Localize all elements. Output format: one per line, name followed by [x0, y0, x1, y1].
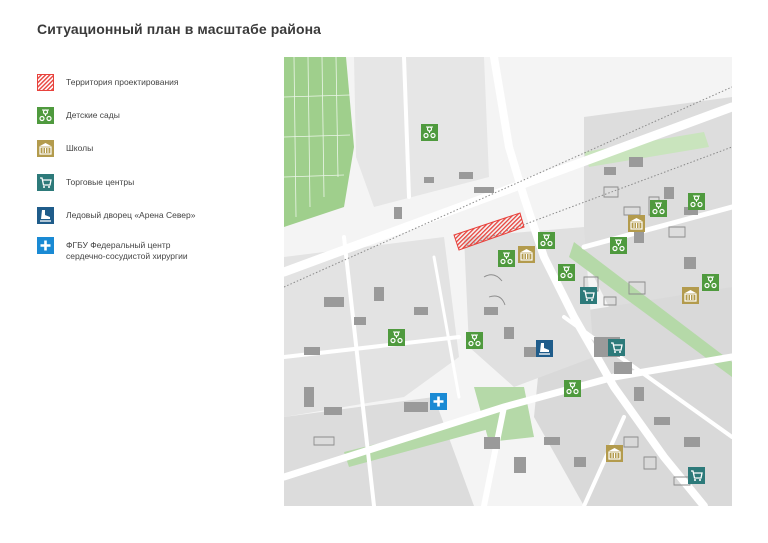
legend-label: ФГБУ Федеральный центр сердечно-сосудистой хирургии [66, 240, 188, 261]
legend-label: Школы [66, 143, 94, 153]
kindergarten-marker[interactable] [702, 274, 719, 291]
mall-marker[interactable] [608, 339, 625, 356]
hatched-area-icon [37, 74, 54, 91]
kindergarten-marker[interactable] [388, 329, 405, 346]
legend-item-schools [37, 140, 93, 157]
site-map[interactable] [284, 57, 732, 506]
kindergarten-marker[interactable] [564, 380, 581, 397]
kindergarten-marker[interactable] [650, 200, 667, 217]
kindergarten-marker[interactable] [498, 250, 515, 267]
kindergarten-marker[interactable] [466, 332, 483, 349]
kindergarten-marker[interactable] [538, 232, 555, 249]
school-marker[interactable] [682, 287, 699, 304]
cart-icon [37, 174, 54, 191]
map-canvas [284, 57, 732, 506]
mall-marker[interactable] [580, 287, 597, 304]
kindergarten-marker[interactable] [558, 264, 575, 281]
school-marker[interactable] [518, 246, 535, 263]
school-icon [37, 140, 54, 157]
legend-item-cardio-center [37, 237, 188, 262]
medical-cross-icon [37, 237, 54, 254]
kindergarten-marker[interactable] [421, 124, 438, 141]
school-marker[interactable] [628, 215, 645, 232]
legend-label: Территория проектирования [66, 77, 179, 87]
skate-icon [37, 207, 54, 224]
cardio-center-marker[interactable] [430, 393, 447, 410]
page-title: Ситуационный план в масштабе района [37, 21, 322, 37]
kindergarten-marker[interactable] [688, 193, 705, 210]
school-marker[interactable] [606, 445, 623, 462]
legend-item-kindergartens [37, 107, 120, 124]
legend-label: Ледовый дворец «Арена Север» [66, 210, 196, 220]
legend-item-malls [37, 174, 134, 191]
legend-label: Торговые центры [66, 177, 135, 187]
legend-label: Детские сады [66, 110, 120, 120]
mall-marker[interactable] [688, 467, 705, 484]
kindergarten-marker[interactable] [610, 237, 627, 254]
ice-palace-marker[interactable] [536, 340, 553, 357]
legend-item-design-area [37, 74, 179, 91]
kindergarten-icon [37, 107, 54, 124]
legend-item-ice-palace [37, 207, 195, 224]
